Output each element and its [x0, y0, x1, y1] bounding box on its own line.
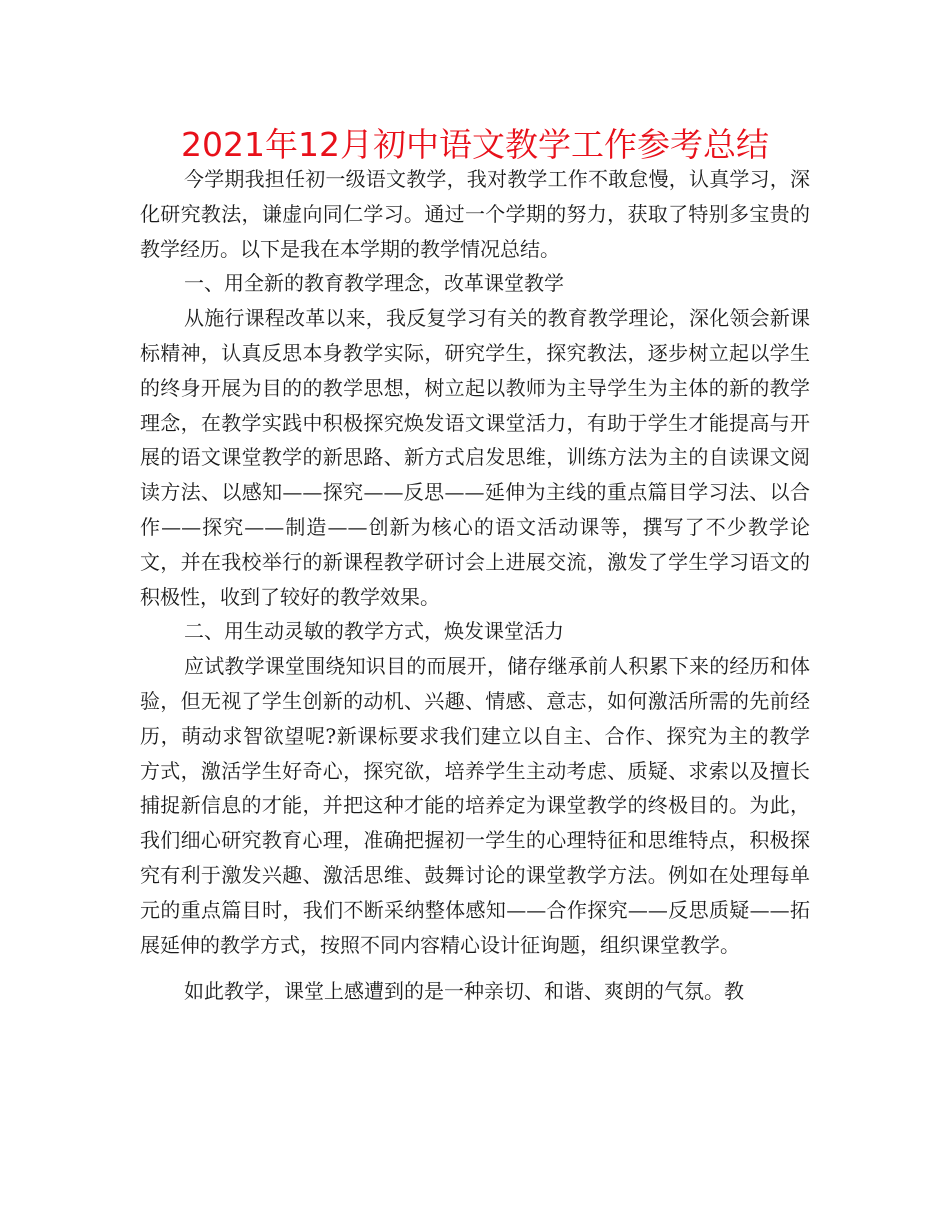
section-heading-1: 一、用全新的教育教学理念，改革课堂教学 [184, 271, 564, 296]
intro-paragraph: 今学期我担任初一级语文教学，我对教学工作不敢怠慢，认真学习，深化研究教法，谦虚向同仁学习。通过一个学期的努力，获取了特别多宝贵的教学经历。以下是我在本学期的教学情况总结。 [140, 167, 810, 261]
document-title: 2021年12月初中语文教学工作参考总结 [181, 125, 769, 164]
section-heading-2: 二、用生动灵敏的教学方式，焕发课堂活力 [184, 619, 564, 644]
continuation-paragraph: 如此教学，课堂上感遭到的是一种亲切、和谐、爽朗的气氛。教 [184, 979, 744, 1004]
section-2-paragraph: 应试教学课堂围绕知识目的而展开，储存继承前人积累下来的经历和体验，但无视了学生创新的动机、兴趣、情感、意志，如何激活所需的先前经历，萌动求智欲望呢?新课标要求我们建立以自主、合作、探究为主的教学方式，激活学生好奇心，探究欲，培养学生主动考虑、质疑、求索以及擅长捕捉新信息的才能，并把这种才能的培养定为课堂教学的终极目的。为此，我们细心研究教育心理，准确把握初一学生的心理特征和思维特点，积极探究有利于激发兴趣、激活思维、鼓舞讨论的课堂教学方法。例如在处理每单元的重点篇目时，我们不断采纳整体感知——合作探究——反思质疑——拓展延伸的教学方式，按照不同内容精心设计征询题，组织课堂教学。 [140, 654, 810, 957]
section-1-paragraph: 从施行课程改革以来，我反复学习有关的教育教学理论，深化领会新课标精神，认真反思本身教学实际，研究学生，探究教法，逐步树立起以学生的终身开展为目的的教学思想，树立起以教师为主导学生为主体的新的教学理念，在教学实践中积极探究焕发语文课堂活力，有助于学生才能提高与开展的语文课堂教学的新思路、新方式启发思维，训练方法为主的自读课文阅读方法、以感知——探究——反思——延伸为主线的重点篇目学习法、以合作——探究——制造——创新为核心的语文活动课等，撰写了不少教学论文，并在我校举行的新课程教学研讨会上进展交流，激发了学生学习语文的积极性，收到了较好的教学效果。 [140, 306, 810, 609]
document-body [140, 162, 810, 1009]
